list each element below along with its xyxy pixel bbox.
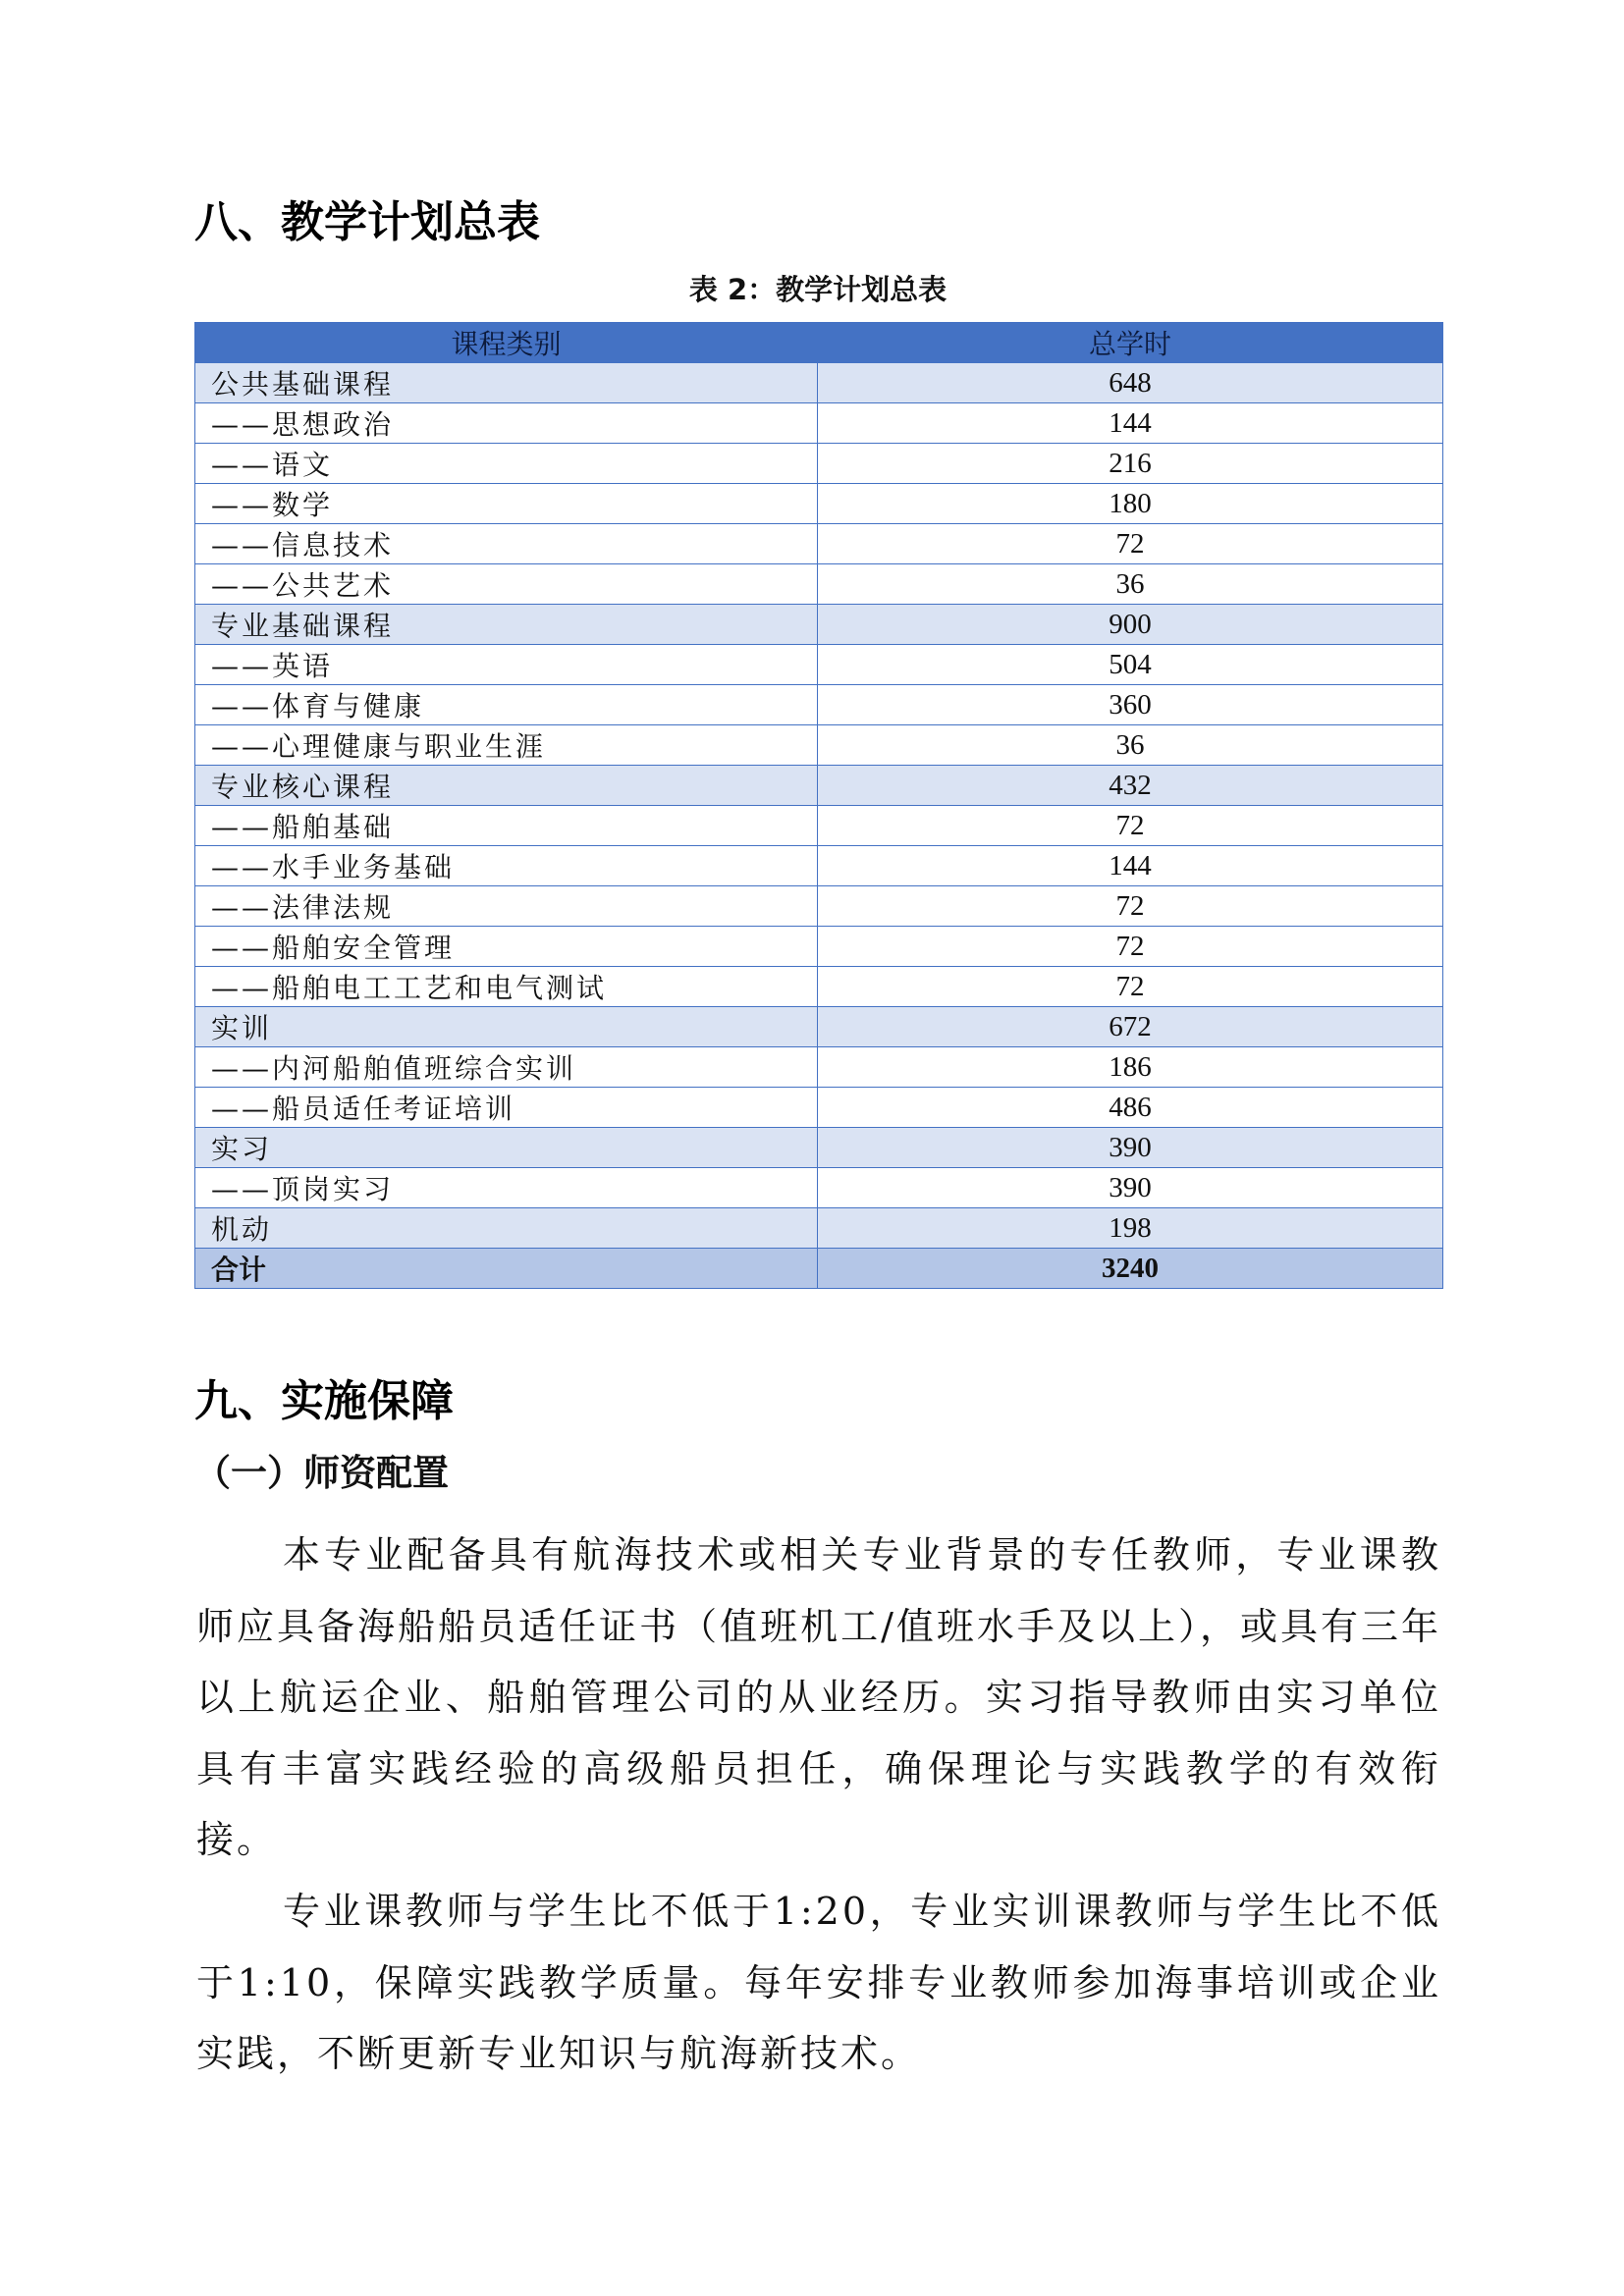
row-category: ——心理健康与职业生涯 — [195, 725, 818, 766]
table-row — [195, 886, 1443, 927]
paragraph-teacher-ratio: 专业课教师与学生比不低于1:20，专业实训课教师与学生比不低于1:10，保障实践教学质量。每年安排专业教师参加海事培训或企业实践，不断更新专业知识与航海新技术。 — [196, 1890, 1441, 2075]
total-hours: 3240 — [818, 1249, 1443, 1289]
row-category: ——船员适任考证培训 — [195, 1088, 818, 1128]
row-category: ——信息技术 — [195, 524, 818, 564]
row-hours: 72 — [818, 806, 1443, 846]
row-category: ——语文 — [195, 444, 818, 484]
row-hours: 144 — [818, 403, 1443, 444]
row-hours: 144 — [818, 846, 1443, 886]
row-category: 专业核心课程 — [195, 766, 818, 806]
row-hours: 72 — [818, 524, 1443, 564]
row-category: 实习 — [195, 1128, 818, 1168]
row-category: ——法律法规 — [195, 886, 818, 927]
row-category: 公共基础课程 — [195, 363, 818, 403]
row-hours: 72 — [818, 886, 1443, 927]
table-row — [195, 403, 1443, 444]
table-header-row — [195, 323, 1443, 363]
table-row — [195, 967, 1443, 1007]
header-total-hours: 总学时 — [818, 323, 1443, 363]
section-heading-teaching-plan: 八、教学计划总表 — [194, 197, 540, 247]
row-hours: 360 — [818, 685, 1443, 725]
row-hours: 186 — [818, 1047, 1443, 1088]
row-category: ——体育与健康 — [195, 685, 818, 725]
table-total-row — [195, 1249, 1443, 1289]
row-category: ——公共艺术 — [195, 564, 818, 605]
row-hours: 36 — [818, 725, 1443, 766]
table-row — [195, 846, 1443, 886]
table-row — [195, 524, 1443, 564]
row-category: ——船舶基础 — [195, 806, 818, 846]
table-row — [195, 564, 1443, 605]
row-category: ——船舶电工工艺和电气测试 — [195, 967, 818, 1007]
row-category: 机动 — [195, 1208, 818, 1249]
row-category: ——数学 — [195, 484, 818, 524]
row-category: 实训 — [195, 1007, 818, 1047]
subsection-heading-faculty: （一）师资配置 — [194, 1452, 449, 1494]
row-hours: 648 — [818, 363, 1443, 403]
table-row — [195, 1007, 1443, 1047]
table-row — [195, 725, 1443, 766]
row-category: ——水手业务基础 — [195, 846, 818, 886]
paragraph-faculty-qualification: 本专业配备具有航海技术或相关专业背景的专任教师，专业课教师应具备海船船员适任证书（值班机工/值班水手及以上），或具有三年以上航运企业、船舶管理公司的从业经历。实习指导教师由实习单位具有丰富实践经验的高级船员担任，确保理论与实践教学的有效衔接。 — [196, 1533, 1441, 1861]
row-hours: 486 — [818, 1088, 1443, 1128]
table-row — [195, 1128, 1443, 1168]
table-row — [195, 1047, 1443, 1088]
table-row — [195, 605, 1443, 645]
row-category: ——英语 — [195, 645, 818, 685]
table-row — [195, 444, 1443, 484]
table-row — [195, 484, 1443, 524]
table-row — [195, 1168, 1443, 1208]
row-category: ——船舶安全管理 — [195, 927, 818, 967]
header-course-category: 课程类别 — [195, 323, 818, 363]
row-category: ——顶岗实习 — [195, 1168, 818, 1208]
row-category: ——思想政治 — [195, 403, 818, 444]
table-row — [195, 645, 1443, 685]
row-hours: 198 — [818, 1208, 1443, 1249]
section-heading-implementation: 九、实施保障 — [194, 1376, 454, 1426]
table-row — [195, 927, 1443, 967]
row-category: 专业基础课程 — [195, 605, 818, 645]
total-label: 合计 — [195, 1249, 818, 1289]
table-row — [195, 806, 1443, 846]
row-hours: 72 — [818, 967, 1443, 1007]
table-row — [195, 766, 1443, 806]
row-hours: 36 — [818, 564, 1443, 605]
teaching-plan-table — [194, 322, 1443, 1289]
row-hours: 432 — [818, 766, 1443, 806]
row-category: ——内河船舶值班综合实训 — [195, 1047, 818, 1088]
row-hours: 180 — [818, 484, 1443, 524]
table-row — [195, 1088, 1443, 1128]
row-hours: 72 — [818, 927, 1443, 967]
table-row — [195, 363, 1443, 403]
row-hours: 390 — [818, 1128, 1443, 1168]
row-hours: 672 — [818, 1007, 1443, 1047]
row-hours: 390 — [818, 1168, 1443, 1208]
table-row — [195, 1208, 1443, 1249]
row-hours: 216 — [818, 444, 1443, 484]
table-row — [195, 685, 1443, 725]
row-hours: 504 — [818, 645, 1443, 685]
table-caption: 表 2：教学计划总表 — [688, 273, 947, 306]
row-hours: 900 — [818, 605, 1443, 645]
